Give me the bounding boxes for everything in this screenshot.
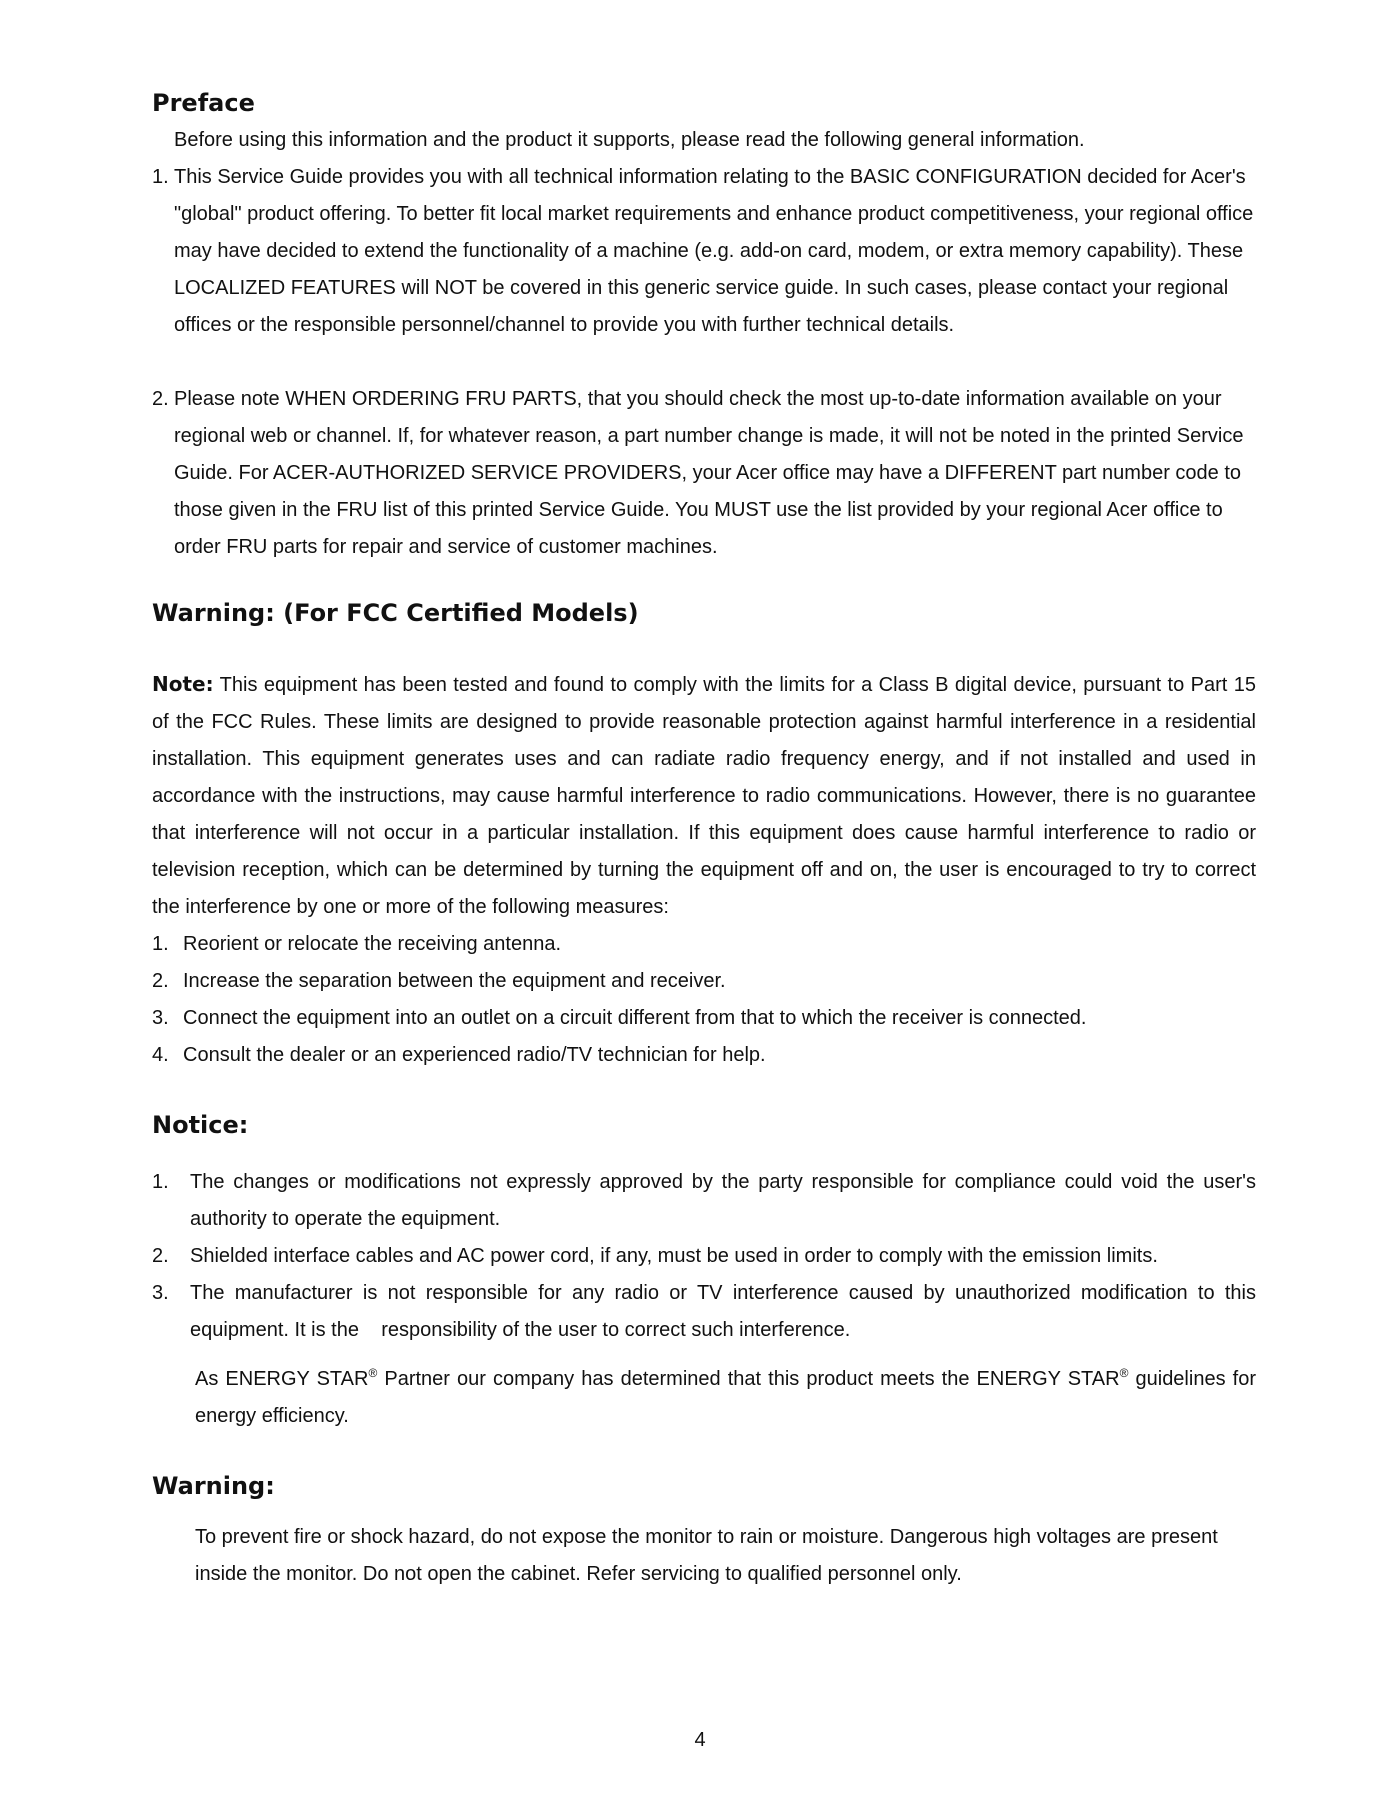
list-item-number: 2. <box>152 388 169 410</box>
list-item-text: This Service Guide provides you with all technical information relating to the BASIC CONFIGURATION decided for Acer's "global" product offering. To better fit local market requirements and enhance product competitiveness, your regional office may have decided to extend the functionality of a machine (e.g. add-on card, modem, or extra memory capability). These LOCALIZED FEATURES will NOT be covered in this generic service guide. In such cases, please contact your regional offices or the responsible personnel/channel to provide you with further technical details. <box>174 166 1254 336</box>
note-text: This equipment has been tested and found to comply with the limits for a Class B digital device, pursuant to Part 15 of the FCC Rules. These limits are designed to provide reasonable protection against harmful interference in a residential installation. This equipment generates uses and can radiate radio frequency energy, and if not installed and used in accordance with the instructions, may cause harmful interference to radio communications. However, there is no guarantee that interference will not occur in a particular installation. If this equipment does cause harmful interference to radio or television reception, which can be determined by turning the equipment off and on, the user is encouraged to try to correct the interference by one or more of the following measures: <box>152 674 1256 918</box>
list-item <box>152 381 1256 566</box>
preface-intro: Before using this information and the product it supports, please read the following general information. <box>174 129 1085 151</box>
fcc-note-paragraph <box>152 666 1256 926</box>
list-item-text: The manufacturer is not responsible for any radio or TV interference caused by unauthorized modification to this equipment. It is the responsibility of the user to correct such interference. <box>190 1282 1262 1341</box>
document-page <box>152 88 1262 1613</box>
list-item <box>152 926 1256 963</box>
note-label: Note: <box>152 672 214 696</box>
fcc-warning-heading: Warning: (For FCC Certified Models) <box>152 599 639 627</box>
list-item-text: Connect the equipment into an outlet on a circuit different from that to which the receiver is connected. <box>183 1007 1087 1029</box>
list-item-text: Shielded interface cables and AC power cord, if any, must be used in order to comply with the emission limits. <box>190 1245 1158 1267</box>
fcc-measures-list <box>152 926 1256 1074</box>
warning-section <box>152 1471 1256 1593</box>
list-item-text: Consult the dealer or an experienced radio/TV technician for help. <box>183 1044 766 1066</box>
registered-mark: ® <box>1119 1366 1129 1380</box>
list-item-number: 1. <box>152 166 169 188</box>
list-item-text: Please note WHEN ORDERING FRU PARTS, that you should check the most up-to-date information available on your regional web or channel. If, for whatever reason, a part number change is made, it will not be noted in the printed Service Guide. For ACER-AUTHORIZED SERVICE PROVIDERS, your Acer office may have a DIFFERENT part number code to those given in the FRU list of this printed Service Guide. You MUST use the list provided by your regional Acer office to order FRU parts for repair and service of customer machines. <box>174 388 1244 558</box>
list-item-number: 2. <box>152 1245 169 1267</box>
list-item <box>152 963 1256 1000</box>
energy-star-statement <box>152 1361 1256 1435</box>
list-item <box>152 1000 1256 1037</box>
notice-heading: Notice: <box>152 1111 249 1139</box>
list-item-number: 4. <box>152 1044 169 1066</box>
list-item-text: The changes or modifications not expressly approved by the party responsible for compliance could void the user's authority to operate the equipment. <box>190 1171 1256 1230</box>
notice-section <box>152 1110 1262 1435</box>
list-item-number: 2. <box>152 970 169 992</box>
notice-list <box>152 1164 1262 1349</box>
list-item <box>152 1164 1256 1238</box>
energy-star-text-3: guidelines for energy efficiency. <box>195 1368 1256 1427</box>
list-item-number: 3. <box>152 1282 169 1304</box>
fcc-warning-section <box>152 598 1256 1074</box>
list-item-number: 1. <box>152 1171 169 1193</box>
preface-section <box>152 88 1256 566</box>
list-item <box>152 1037 1256 1074</box>
list-item-text: Increase the separation between the equipment and receiver. <box>183 970 726 992</box>
warning-text: To prevent fire or shock hazard, do not expose the monitor to rain or moisture. Dangerous high voltages are present inside the monitor. Do not open the cabinet. Refer servicing to qualified personnel only. <box>195 1526 1218 1585</box>
registered-mark: ® <box>368 1366 378 1380</box>
list-item-text: Reorient or relocate the receiving antenna. <box>183 933 562 955</box>
list-item <box>152 1238 1256 1275</box>
warning-heading: Warning: <box>152 1472 275 1500</box>
preface-heading: Preface <box>152 89 255 117</box>
list-item-number: 1. <box>152 933 169 955</box>
list-item <box>152 1275 1262 1349</box>
page-number: 4 <box>694 1729 706 1751</box>
list-item <box>152 159 1256 344</box>
energy-star-text-2: Partner our company has determined that this product meets the ENERGY STAR <box>377 1368 1120 1390</box>
preface-list <box>152 159 1256 566</box>
list-item-number: 3. <box>152 1007 169 1029</box>
energy-star-text-1: As ENERGY STAR <box>195 1368 369 1390</box>
